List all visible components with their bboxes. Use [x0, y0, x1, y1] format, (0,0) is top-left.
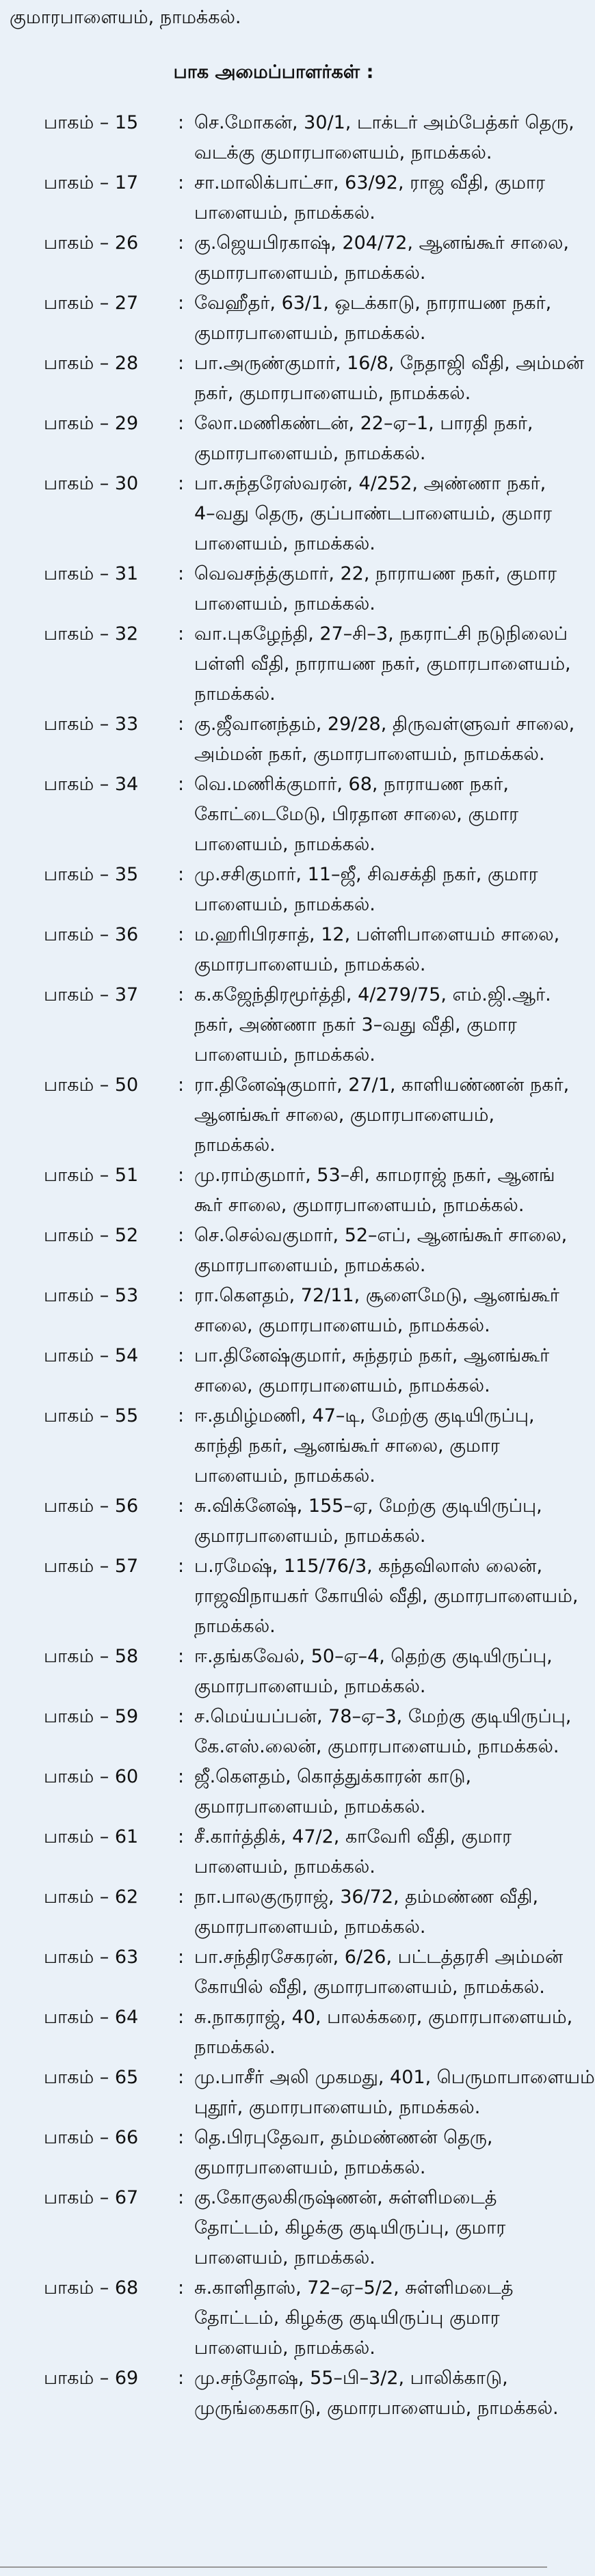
entry-address-line: ஈ.தமிழ்மணி, 47–டி, மேற்கு குடியிருப்பு,: [194, 1405, 535, 1426]
entry-colon: :: [178, 473, 185, 494]
entry-address-line: சு.விக்னேஷ், 155–ஏ, மேற்கு குடியிருப்பு,: [194, 1495, 542, 1517]
entry-address-line: ஜீ.கௌதம், கொத்துக்காரன் காடு,: [194, 1766, 472, 1787]
entry-label: பாகம் – 68: [44, 2277, 139, 2299]
bottom-divider: [0, 2566, 547, 2568]
entry-address-line: பாளையம், நாமக்கல்.: [194, 2247, 375, 2268]
entry-address-line: கே.எஸ்.லைன், குமாரபாளையம், நாமக்கல்.: [194, 1736, 559, 1757]
entry-address-line: கு.ஜெயபிரகாஷ், 204/72, ஆனங்கூர் சாலை,: [194, 232, 569, 254]
entry-colon: :: [178, 1074, 185, 1096]
entry-colon: :: [178, 1405, 185, 1426]
entry-colon: :: [178, 1826, 185, 1847]
entry-colon: :: [178, 232, 185, 254]
entry-address: [194, 2063, 595, 2123]
entry-colon: :: [178, 1706, 185, 1727]
entry-address-line: பா.தினேஷ்குமார், சுந்தரம் நகர், ஆனங்கூர்: [194, 1345, 550, 1366]
entry-address-line: பா.அருண்குமார், 16/8, நேதாஜி வீதி, அம்மன்: [194, 353, 584, 374]
entry-address-line: ரா.கௌதம், 72/11, சூளைமேடு, ஆனங்கூர்: [194, 1285, 559, 1306]
entry-colon: :: [178, 2368, 185, 2389]
list-item: [0, 920, 560, 980]
entry-address-line: பள்ளி வீதி, நாராயண நகர், குமாரபாளையம்,: [194, 653, 571, 675]
entry-label: பாகம் – 61: [44, 1826, 139, 1847]
entry-colon: :: [178, 1947, 185, 1968]
entry-colon: :: [178, 714, 185, 735]
entry-colon: :: [178, 1225, 185, 1246]
list-item: [0, 1221, 568, 1281]
entry-address-line: தோட்டம், கிழக்கு குடியிருப்பு குமார: [194, 2307, 500, 2329]
entry-colon: :: [178, 1556, 185, 1577]
entry-label: பாகம் – 37: [44, 984, 139, 1005]
list-item: [0, 2063, 595, 2123]
entry-address-line: பாளையம், நாமக்கல்.: [194, 593, 375, 614]
entry-address-line: கு.கோகுலகிருஷ்ணன், சுள்ளிமடைத்: [194, 2187, 497, 2208]
entry-address: [194, 1341, 550, 1401]
entry-colon: :: [178, 2127, 185, 2148]
entry-address-line: குமாரபாளையம், நாமக்கல்.: [194, 954, 426, 975]
list-item: [0, 1642, 553, 1702]
entry-address: [194, 980, 551, 1070]
entry-address-line: தோட்டம், கிழக்கு குடியிருப்பு, குமார: [194, 2217, 506, 2238]
entry-label: பாகம் – 55: [44, 1405, 139, 1426]
list-item: [0, 2123, 547, 2183]
entry-address-line: பாளையம், நாமக்கல்.: [194, 1465, 375, 1487]
entry-address-line: பாளையம், நாமக்கல்.: [194, 1856, 375, 1877]
list-item: [0, 559, 557, 619]
entry-colon: :: [178, 172, 185, 193]
entry-address: [194, 168, 546, 228]
entry-label: பாகம் – 50: [44, 1074, 139, 1096]
entry-address-line: சு.நாகராஜ், 40, பாலக்கரை, குமாரபாளையம்,: [194, 2007, 573, 2028]
entry-colon: :: [178, 2067, 185, 2088]
entry-address: [194, 2363, 559, 2424]
entry-address: [194, 1882, 539, 1942]
entry-address-line: நகர், குமாரபாளையம், நாமக்கல்.: [194, 383, 471, 404]
entry-address-line: க.கஜேந்திரமூர்த்தி, 4/279/75, எம்.ஜி.ஆர்.: [194, 984, 551, 1005]
entry-address: [194, 1822, 529, 1882]
entry-address-line: முருங்கைகாடு, குமாரபாளையம், நாமக்கல்.: [194, 2398, 559, 2419]
list-item: [0, 349, 584, 409]
entry-address-line: பாளையம், நாமக்கல்.: [194, 202, 375, 223]
entry-address-line: ப.ரமேஷ், 115/76/3, கந்தவிலாஸ் லைன்,: [194, 1556, 543, 1577]
entry-label: பாகம் – 34: [44, 774, 139, 795]
entry-address-line: சீ.கார்த்திக், 47/2, காவேரி வீதி, குமார: [194, 1826, 512, 1847]
entry-label: பாகம் – 52: [44, 1225, 139, 1246]
entry-address-line: குமாரபாளையம், நாமக்கல்.: [194, 1916, 426, 1938]
entry-address-line: பாளையம், நாமக்கல்.: [194, 533, 375, 554]
entry-address-line: ஈ.தங்கவேல், 50–ஏ–4, தெற்கு குடியிருப்பு,: [194, 1646, 553, 1667]
entry-label: பாகம் – 67: [44, 2187, 139, 2208]
entry-colon: :: [178, 293, 185, 314]
list-item: [0, 770, 547, 860]
entry-colon: :: [178, 1766, 185, 1787]
list-item: [0, 469, 553, 559]
entry-address-line: சாலை, குமாரபாளையம், நாமக்கல்.: [194, 1315, 490, 1336]
entry-address-line: சாலை, குமாரபாளையம், நாமக்கல்.: [194, 1375, 490, 1396]
intro-line: குமாரபாளையம், நாமக்கல்.: [10, 7, 241, 28]
entry-address-line: நா.பாலகுருராஜ், 36/72, தம்மண்ண வீதி,: [194, 1886, 539, 1908]
entry-colon: :: [178, 1646, 185, 1667]
section-heading: பாக அமைப்பாளர்கள் :: [173, 62, 374, 83]
entry-colon: :: [178, 353, 185, 374]
entry-address: [194, 349, 584, 409]
entry-address: [194, 409, 533, 469]
entry-address-line: மு.சசிகுமார், 11–ஜீ, சிவசக்தி நகர், குமார: [194, 864, 538, 885]
entry-label: பாகம் – 15: [44, 112, 139, 133]
entry-address-line: வேஹீதர், 63/1, ஒடக்காடு, நாராயண நகர்,: [194, 293, 552, 314]
entry-label: பாகம் – 58: [44, 1646, 139, 1667]
entry-label: பாகம் – 53: [44, 1285, 139, 1306]
entry-colon: :: [178, 2007, 185, 2028]
entry-label: பாகம் – 30: [44, 473, 139, 494]
entry-address: [194, 2183, 529, 2273]
entry-label: பாகம் – 36: [44, 924, 139, 945]
list-item: [0, 1161, 555, 1221]
entry-colon: :: [178, 924, 185, 945]
entry-address-line: 4–வது தெரு, குப்பாண்டபாளையம், குமார: [194, 503, 553, 524]
entry-label: பாகம் – 51: [44, 1165, 139, 1186]
entry-address-line: நாமக்கல்.: [194, 2037, 276, 2058]
entry-address: [194, 619, 571, 709]
entry-address-line: அம்மன் நகர், குமாரபாளையம், நாமக்கல்.: [194, 744, 545, 765]
entry-address-line: நாமக்கல்.: [194, 1616, 276, 1637]
list-item: [0, 1882, 547, 1942]
entry-colon: :: [178, 1886, 185, 1908]
list-item: [0, 2273, 547, 2363]
list-item: [0, 288, 552, 349]
list-item: [0, 709, 575, 770]
entry-address: [194, 228, 569, 288]
entry-address: [194, 2123, 529, 2183]
entry-address: [194, 1642, 553, 1702]
entry-label: பாகம் – 69: [44, 2368, 139, 2389]
entry-address-line: ஆனங்கூர் சாலை, குமாரபாளையம்,: [194, 1104, 495, 1126]
entry-label: பாகம் – 62: [44, 1886, 139, 1908]
list-item: [0, 1702, 572, 1762]
list-item: [0, 1942, 564, 2003]
entry-colon: :: [178, 413, 185, 434]
entry-address-line: புதூர், குமாரபாளையம், நாமக்கல்.: [194, 2097, 481, 2118]
list-item: [0, 409, 547, 469]
entry-colon: :: [178, 1165, 185, 1186]
entry-address-line: குமாரபாளையம், நாமக்கல்.: [194, 1255, 426, 1276]
entry-address-line: மு.சந்தோஷ், 55–பி–3/2, பாலிக்காடு,: [194, 2368, 508, 2389]
list-item: [0, 228, 569, 288]
entry-colon: :: [178, 864, 185, 885]
list-item: [0, 860, 547, 920]
list-item: [0, 619, 571, 709]
entry-address: [194, 1070, 570, 1161]
entry-label: பாகம் – 27: [44, 293, 139, 314]
entry-colon: :: [178, 1285, 185, 1306]
entry-label: பாகம் – 54: [44, 1345, 139, 1366]
entry-address-line: நகர், அண்ணா நகர் 3–வது வீதி, குமார: [194, 1014, 517, 1035]
entry-address-line: குமாரபாளையம், நாமக்கல்.: [194, 443, 426, 464]
entry-label: பாகம் – 31: [44, 563, 139, 584]
entry-label: பாகம் – 35: [44, 864, 139, 885]
entry-address: [194, 2273, 529, 2363]
list-item: [0, 1281, 559, 1341]
entry-address: [194, 108, 574, 168]
entry-colon: :: [178, 984, 185, 1005]
list-item: [0, 1822, 547, 1882]
entry-address-line: சா.மாலிக்பாட்சா, 63/92, ராஜ வீதி, குமார: [194, 172, 546, 193]
entry-address-line: பாளையம், நாமக்கல்.: [194, 1044, 375, 1066]
entry-address-line: குமாரபாளையம், நாமக்கல்.: [194, 262, 426, 284]
entry-address-line: மு.பாசீர் அலி முகமது, 401, பெருமாபாளையம்: [194, 2067, 595, 2088]
list-item: [0, 2363, 559, 2424]
list-item: [0, 1551, 579, 1642]
entry-address-line: வா.புகழேந்தி, 27–சி–3, நகராட்சி நடுநிலைப்: [194, 623, 568, 645]
entry-address-line: குமாரபாளையம், நாமக்கல்.: [194, 323, 426, 344]
entries-list: [0, 108, 595, 2424]
entry-address-line: செ.செல்வகுமார், 52–எப், ஆனங்கூர் சாலை,: [194, 1225, 568, 1246]
entry-address-line: பாளையம், நாமக்கல்.: [194, 834, 375, 855]
entry-address: [194, 1762, 529, 1822]
list-item: [0, 1401, 547, 1491]
entry-label: பாகம் – 29: [44, 413, 139, 434]
entry-address-line: பாளையம், நாமக்கல்.: [194, 2337, 375, 2359]
entry-address-line: செ.மோகன், 30/1, டாக்டர் அம்பேத்கர் தெரு,: [194, 112, 574, 133]
entry-address-line: வடக்கு குமாரபாளையம், நாமக்கல்.: [194, 142, 492, 163]
entry-label: பாகம் – 57: [44, 1556, 139, 1577]
entry-colon: :: [178, 1495, 185, 1517]
entry-colon: :: [178, 563, 185, 584]
entry-address-line: பாளையம், நாமக்கல்.: [194, 894, 375, 915]
entry-address-line: ம.ஹரிபிரசாத், 12, பள்ளிபாளையம் சாலை,: [194, 924, 560, 945]
entry-address-line: லோ.மணிகண்டன், 22–ஏ–1, பாரதி நகர்,: [194, 413, 533, 434]
entry-address: [194, 559, 557, 619]
entry-address-line: குமாரபாளையம், நாமக்கல்.: [194, 1676, 426, 1697]
entry-address: [194, 469, 553, 559]
entry-address-line: பா.சுந்தரேஸ்வரன், 4/252, அண்ணா நகர்,: [194, 473, 546, 494]
list-item: [0, 1491, 547, 1551]
entry-address-line: காந்தி நகர், ஆனங்கூர் சாலை, குமார: [194, 1435, 500, 1456]
list-item: [0, 168, 547, 228]
entry-address: [194, 770, 529, 860]
entry-address-line: ராஜவிநாயகர் கோயில் வீதி, குமாரபாளையம்,: [194, 1586, 579, 1607]
list-item: [0, 980, 551, 1070]
entry-label: பாகம் – 65: [44, 2067, 139, 2088]
entry-label: பாகம் – 26: [44, 232, 139, 254]
entry-address-line: பா.சந்திரசேகரன், 6/26, பட்டத்தரசி அம்மன்: [194, 1947, 564, 1968]
entry-address: [194, 1401, 535, 1491]
entry-label: பாகம் – 63: [44, 1947, 139, 1968]
entry-address: [194, 1221, 568, 1281]
entry-address: [194, 1942, 564, 2003]
entry-label: பாகம் – 56: [44, 1495, 139, 1517]
list-item: [0, 1762, 547, 1822]
entry-address-line: மு.ராம்குமார், 53–சி, காமராஜ் நகர், ஆனங்: [194, 1165, 555, 1186]
list-item: [0, 2003, 573, 2063]
entry-address-line: ச.மெய்யப்பன், 78–ஏ–3, மேற்கு குடியிருப்பு,: [194, 1706, 572, 1727]
entry-address: [194, 1161, 555, 1221]
entry-address-line: தெ.பிரபுதேவா, தம்மண்ணன் தெரு,: [194, 2127, 493, 2148]
entry-colon: :: [178, 1345, 185, 1366]
entry-address: [194, 709, 575, 770]
entry-address-line: ரா.தினேஷ்குமார், 27/1, காளியண்ணன் நகர்,: [194, 1074, 570, 1096]
entry-address: [194, 920, 560, 980]
entry-label: பாகம் – 60: [44, 1766, 139, 1787]
entry-address-line: குமாரபாளையம், நாமக்கல்.: [194, 2157, 426, 2178]
entry-address-line: நாமக்கல்.: [194, 683, 276, 705]
list-item: [0, 1070, 570, 1161]
entry-colon: :: [178, 2187, 185, 2208]
entry-label: பாகம் – 32: [44, 623, 139, 645]
entry-colon: :: [178, 112, 185, 133]
entry-address: [194, 288, 552, 349]
entry-address-line: கோயில் வீதி, குமாரபாளையம், நாமக்கல்.: [194, 1977, 545, 1998]
entry-label: பாகம் – 17: [44, 172, 139, 193]
entry-address: [194, 1281, 559, 1341]
entry-address-line: கூர் சாலை, குமாரபாளையம், நாமக்கல்.: [194, 1195, 525, 1216]
entry-colon: :: [178, 2277, 185, 2299]
list-item: [0, 108, 574, 168]
entry-colon: :: [178, 623, 185, 645]
entry-label: பாகம் – 33: [44, 714, 139, 735]
entry-label: பாகம் – 59: [44, 1706, 139, 1727]
entry-address-line: கோட்டைமேடு, பிரதான சாலை, குமார: [194, 804, 519, 825]
entry-address: [194, 1702, 572, 1762]
entry-address: [194, 860, 538, 920]
entry-address-line: கு.ஜீவானந்தம், 29/28, திருவள்ளுவர் சாலை,: [194, 714, 575, 735]
entry-colon: :: [178, 774, 185, 795]
entry-label: பாகம் – 66: [44, 2127, 139, 2148]
entry-address-line: சு.காளிதாஸ், 72–ஏ–5/2, சுள்ளிமடைத்: [194, 2277, 514, 2299]
entry-address-line: குமாரபாளையம், நாமக்கல்.: [194, 1526, 426, 1547]
list-item: [0, 2183, 547, 2273]
entry-address-line: வெவசந்த்குமார், 22, நாராயண நகர், குமார: [194, 563, 557, 584]
entry-address-line: குமாரபாளையம், நாமக்கல்.: [194, 1796, 426, 1817]
list-item: [0, 1341, 550, 1401]
entry-address-line: வெ.மணிக்குமார், 68, நாராயண நகர்,: [194, 774, 509, 795]
entry-label: பாகம் – 28: [44, 353, 139, 374]
entry-address: [194, 1551, 579, 1642]
entry-label: பாகம் – 64: [44, 2007, 139, 2028]
entry-address: [194, 1491, 542, 1551]
entry-address: [194, 2003, 573, 2063]
entry-address-line: நாமக்கல்.: [194, 1135, 276, 1156]
